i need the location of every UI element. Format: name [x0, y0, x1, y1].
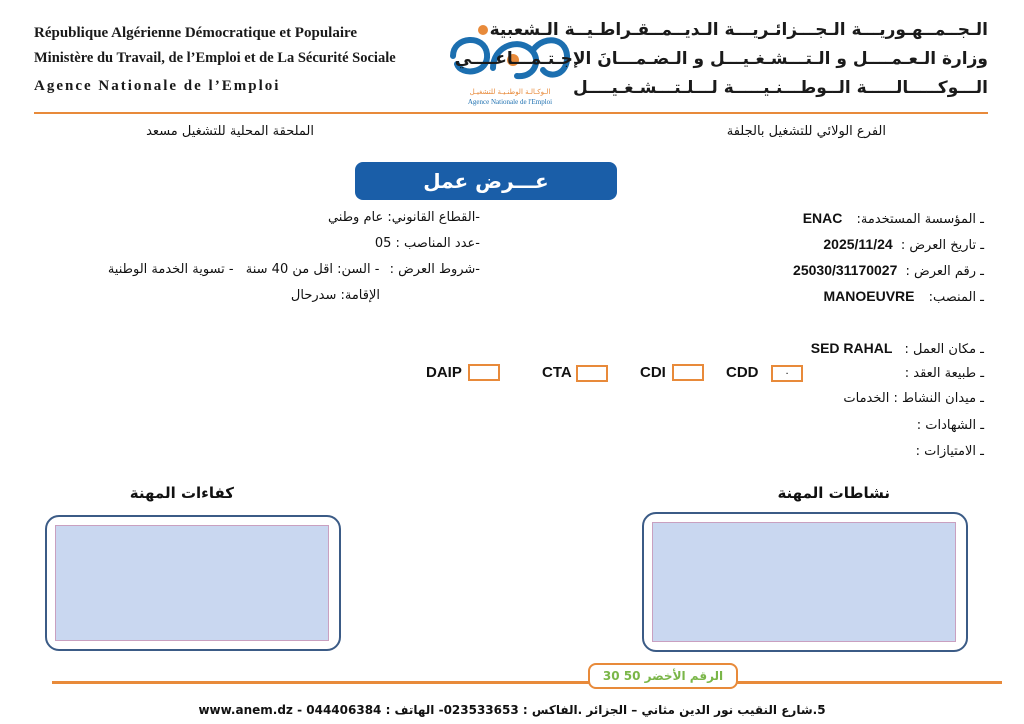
activities-textarea[interactable]	[652, 522, 956, 642]
footer-address: 5.شارع النقيب نور الدين مثاني – الجزائر .الفاكس : 023533653- الهاتف : 044406384 - www.anem.dz	[198, 703, 826, 717]
activities-panel	[642, 512, 968, 652]
legal-sector: -القطاع القانوني: عام وطني	[327, 210, 480, 225]
activity-field: ـ ميدان النشاط : الخدمات	[843, 391, 984, 406]
skills-title: كفاءات المهنة	[129, 484, 234, 502]
position-value: MANOEUVRE	[823, 288, 915, 304]
contract-daip-checkbox[interactable]	[468, 364, 500, 381]
employer-value: ENAC	[802, 210, 843, 226]
header-ar-ministry: وزارة الـعـمــــل و الـتـــشـغـيـــل و الـضـمـــانَ الإجـتـمـــاعــــي	[454, 49, 988, 69]
header-divider	[34, 112, 988, 114]
branch-local: الملحقة المحلية للتشغيل مسعد	[146, 124, 314, 139]
position-field	[823, 288, 984, 305]
privileges-field: ـ الامتيازات :	[915, 444, 984, 459]
contract-daip-label: DAIP	[426, 364, 462, 381]
contract-cdi-label: CDI	[640, 364, 666, 381]
branch-wilaya: الفرع الولائي للتشغيل بالجلفة	[726, 124, 886, 139]
contract-cdd-label: CDD	[726, 364, 759, 381]
header-fr-agency: Agence Nationale de l’Emploi	[34, 78, 281, 94]
positions-count: -عدد المناصب : 05	[374, 236, 480, 251]
offer-conditions	[108, 262, 480, 277]
employer-field	[803, 210, 984, 227]
offer-date-field	[823, 236, 984, 253]
contract-cdd-checkbox[interactable]: ٠	[771, 365, 803, 382]
logo-fr-text: Agence Nationale de l'Emploi	[467, 98, 553, 106]
employer-label: ـ المؤسسة المستخدمة:	[856, 212, 984, 227]
contract-label: ـ طبيعة العقد :	[904, 366, 984, 381]
contract-cta-checkbox[interactable]	[576, 365, 608, 382]
workplace-field	[811, 340, 984, 357]
conditions-service: - تسوية الخدمة الوطنية	[107, 262, 234, 277]
workplace-value: SED RAHAL	[810, 340, 893, 356]
offer-title: عـــرض عمل	[355, 162, 617, 200]
green-number-badge: الرقم الأخضر 50 30	[588, 663, 738, 689]
logo-ar-text: الـوكـالـة الوطنـيـة للتشغيـل	[469, 88, 551, 96]
conditions-age: - السن: اقل من 40 سنة	[245, 262, 380, 277]
footer-divider	[52, 681, 1002, 684]
offer-number-value: 25030/31170027	[793, 262, 898, 278]
skills-textarea[interactable]	[55, 525, 329, 641]
skills-panel	[45, 515, 341, 651]
header-fr-republic: République Algérienne Démocratique et Populaire	[34, 25, 358, 41]
header-ar-agency: الـــوكـــــالـــــة الــوطـــنـيـــــة لـــلـتـــشـغـيــــل	[573, 78, 988, 98]
diplomas-field: ـ الشهادات :	[916, 418, 984, 433]
workplace-label: ـ مكان العمل :	[904, 342, 984, 357]
offer-date-value: 2025/11/24	[823, 236, 893, 252]
conditions-label: -شروط العرض :	[389, 262, 480, 277]
header-fr-ministry: Ministère du Travail, de l’Emploi et de La Sécurité Sociale	[34, 50, 396, 66]
activities-title: نشاطات المهنة	[777, 484, 890, 502]
position-label: ـ المنصب:	[928, 290, 984, 305]
contract-cta-label: CTA	[542, 364, 572, 381]
offer-date-label: ـ تاريخ العرض :	[900, 238, 984, 253]
header-ar-republic: الـجــمــهـوريـــة الـجـــزائـريـــة الـديــمــقـراطـيــة الـشعبية	[489, 20, 988, 40]
offer-number-label: ـ رقم العرض :	[905, 264, 984, 279]
residence: الإقامة: سدرحال	[290, 288, 380, 303]
contract-cdi-checkbox[interactable]	[672, 364, 704, 381]
offer-number-field	[793, 262, 984, 279]
